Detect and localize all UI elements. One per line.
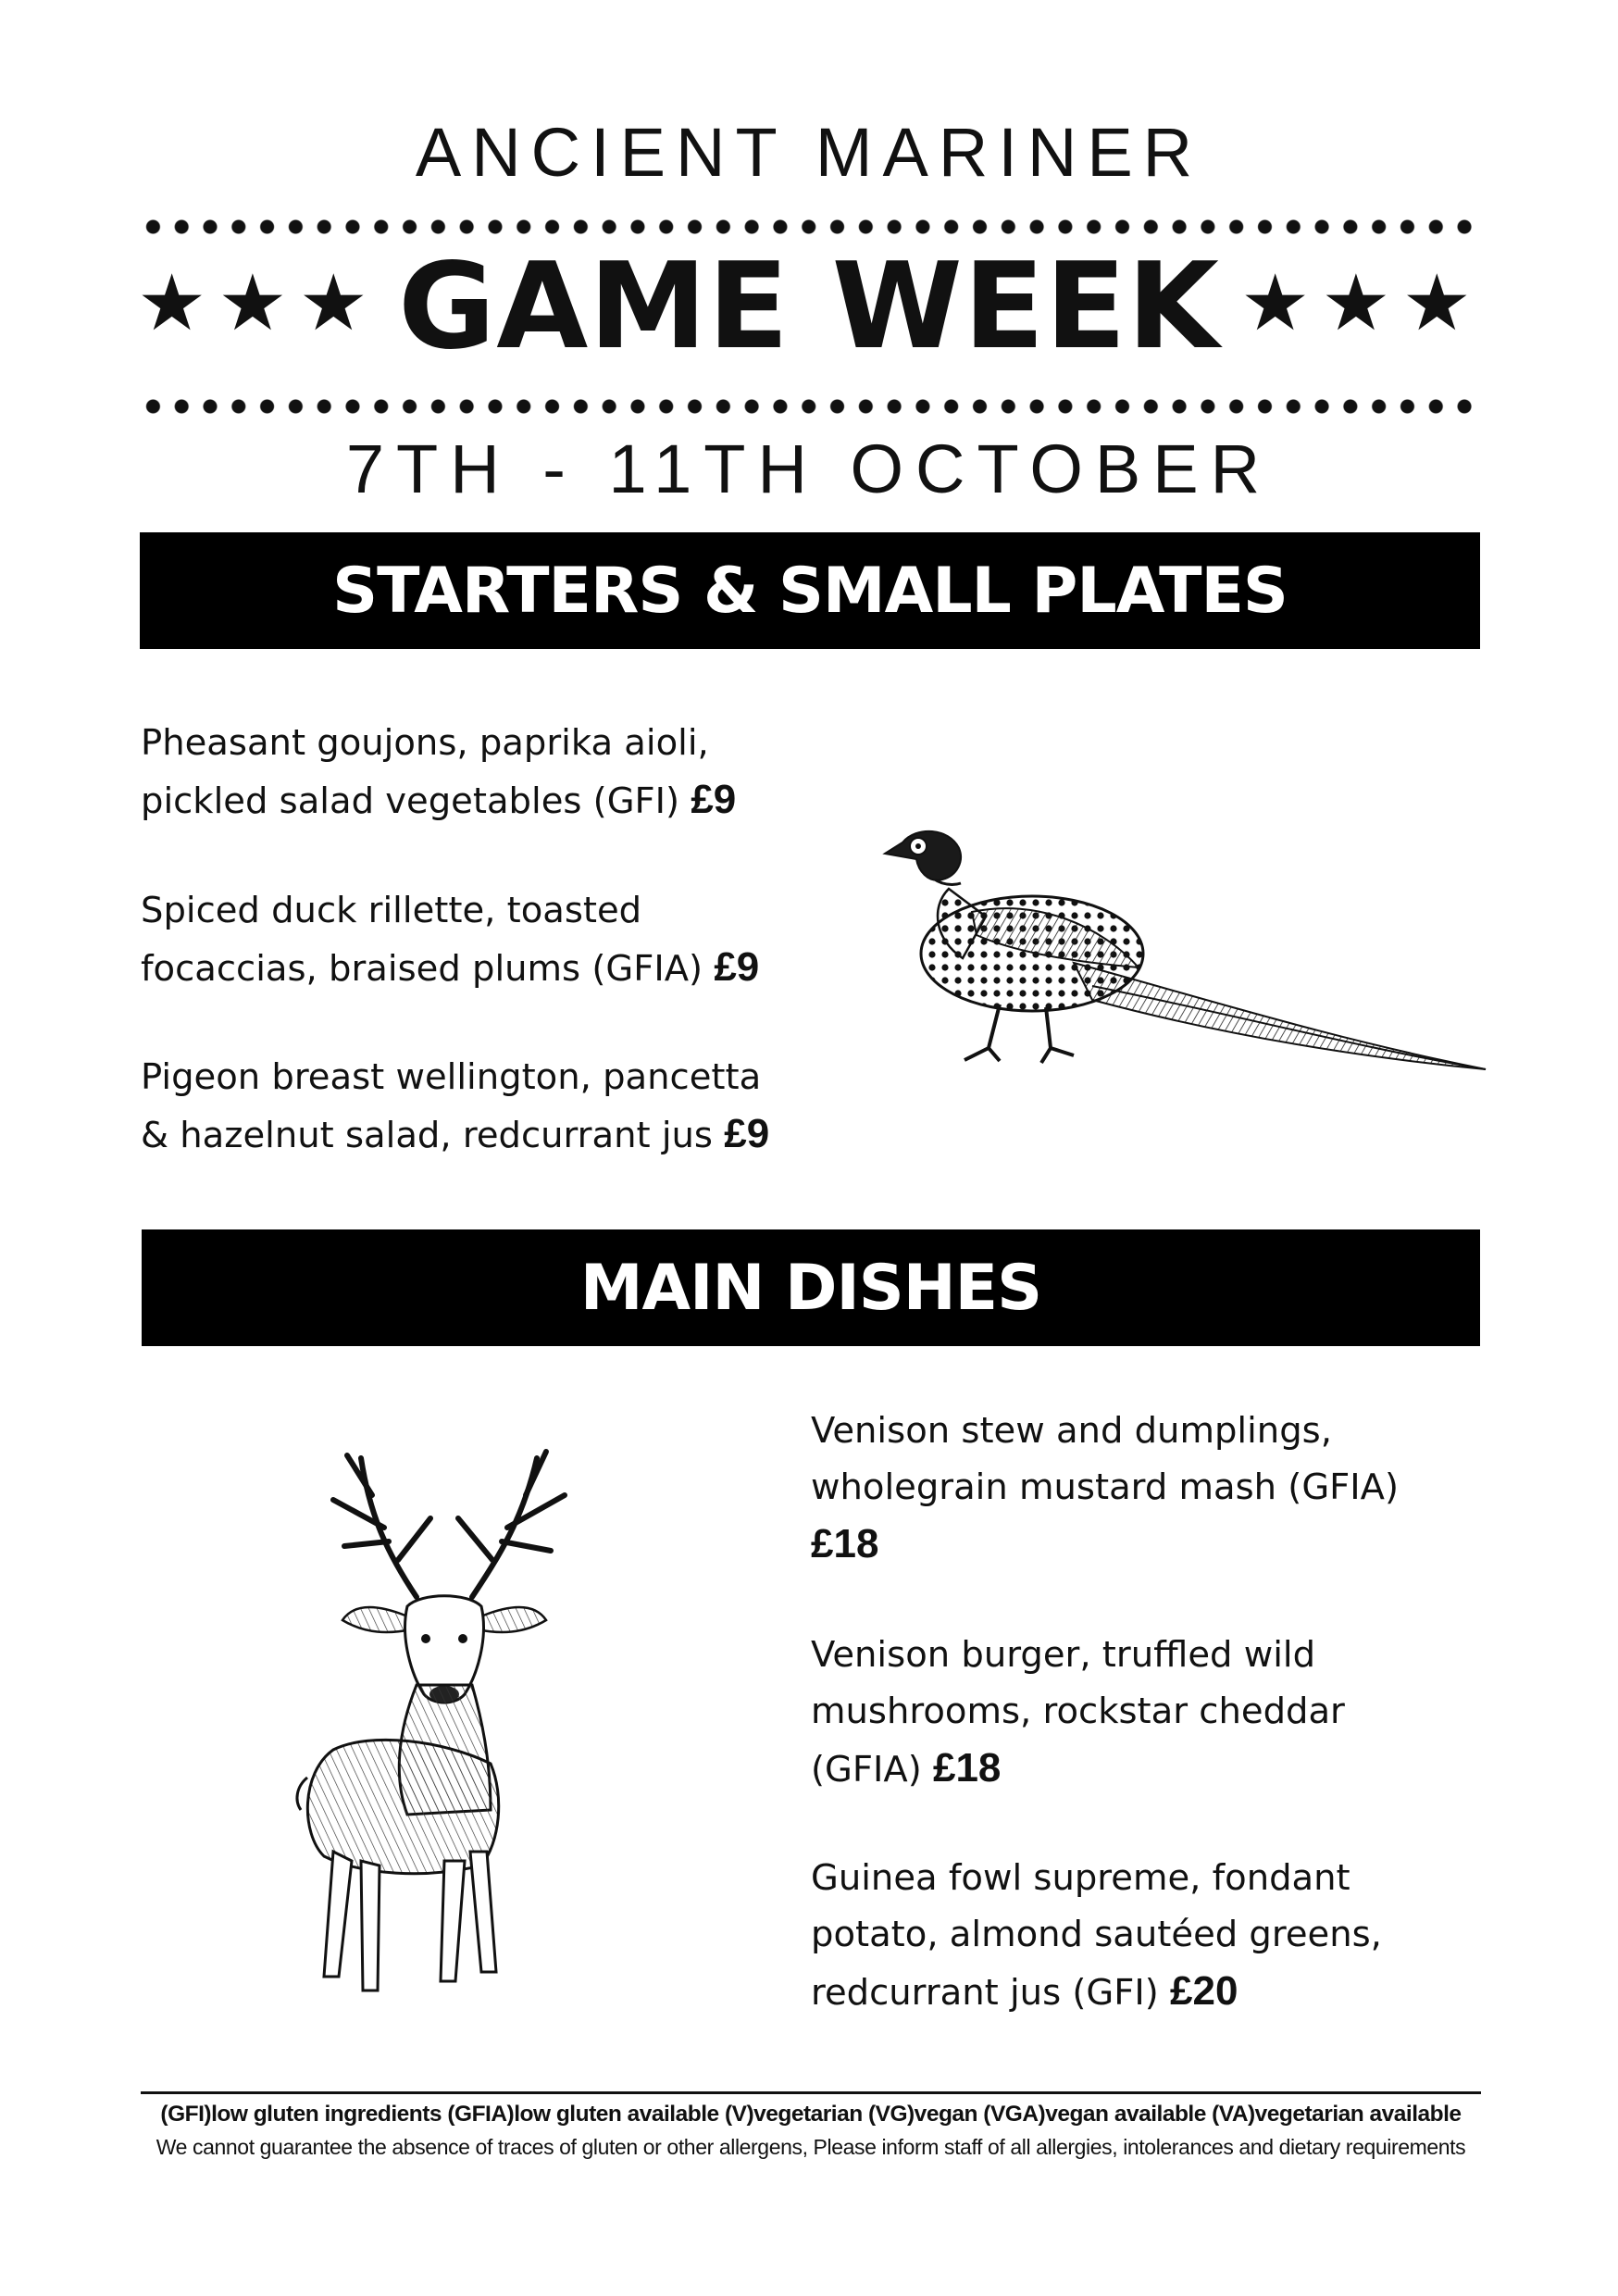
mains-heading: MAIN DISHES [142,1229,1480,1346]
main-item [811,1403,1496,1574]
main-line-2: mushrooms, rockstar cheddar [811,1691,1345,1732]
main-line-3: (GFIA) £18 [811,1745,1002,1791]
dotted-divider-top [139,218,1479,235]
main-line-2: wholegrain mustard mash (GFIA) [811,1466,1400,1508]
starters-heading: STARTERS & SMALL PLATES [140,532,1480,649]
price: £18 [932,1745,1002,1791]
starter-line: Spiced duck rillette, toasted [141,890,642,931]
dotted-divider-bottom [139,398,1479,415]
pheasant-illustration [861,805,1490,1092]
venue-name: ANCIENT MARINER [415,114,1203,191]
price: £9 [691,777,737,822]
stag-illustration [259,1444,722,2000]
starter-line-2: & hazelnut salad, redcurrant jus £9 [141,1111,770,1156]
main-line-3: redcurrant jus (GFI) £20 [811,1968,1238,2014]
price: £9 [724,1111,770,1156]
menu-title: GAME WEEK [398,238,1220,376]
dietary-legend: (GFI)low gluten ingredients (GFIA)low gluten available (V)vegetarian (VG)vegan (VGA)vegan available (VA)vegetarian available [160,2102,1462,2127]
main-item [811,1850,1496,2021]
stars-left-icon: ★★★ [137,257,380,348]
main-line: Venison burger, truffled wild [811,1634,1316,1676]
starter-item [141,715,863,830]
footer-rule [141,2091,1481,2094]
main-line: Guinea fowl supreme, fondant [811,1857,1350,1899]
starter-item [141,1049,863,1164]
main-line: Venison stew and dumplings, [811,1410,1332,1452]
stars-right-icon: ★★★ [1240,257,1483,348]
event-dates: 7TH - 11TH OCTOBER [345,430,1273,507]
price: £20 [1170,1968,1238,2014]
main-line-3 [811,1516,1496,1574]
starter-line: Pheasant goujons, paprika aioli, [141,722,709,764]
price: £9 [714,944,760,990]
main-line-2: potato, almond sautéed greens, [811,1914,1382,1955]
price: £18 [811,1521,879,1566]
starter-line-2: pickled salad vegetables (GFI) £9 [141,777,737,822]
starter-item [141,882,863,997]
main-item [811,1627,1496,1798]
allergen-disclaimer: We cannot guarantee the absence of traces of gluten or other allergens, Please inform staff of all allergies, intolerances and dietary requirements [156,2135,1466,2159]
starter-line: Pigeon breast wellington, pancetta [141,1056,762,1098]
starter-line-2: focaccias, braised plums (GFIA) £9 [141,944,760,990]
